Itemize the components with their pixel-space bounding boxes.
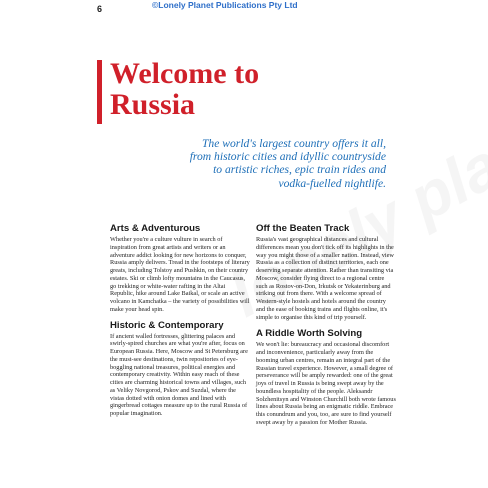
publisher-credit: ©Lonely Planet Publications Pty Ltd bbox=[152, 0, 298, 10]
section-heading: Historic & Contemporary bbox=[110, 319, 224, 331]
section-heading: Arts & Adventurous bbox=[110, 223, 201, 234]
section-arts bbox=[110, 223, 250, 314]
page-title bbox=[110, 58, 259, 120]
section-heading: Off the Beaten Track bbox=[256, 223, 350, 234]
title-accent-bar bbox=[97, 60, 102, 124]
intro-tagline: The world's largest country offers it all, from historic cities and idyllic countryside to artistic riches, epic train rides and vodka-fuelled nightlife. bbox=[189, 137, 386, 190]
section-body: We won't lie: bureaucracy and occasional discomfort and inconvenience, particularly away from the booming urban centres, remain an integral part of the Russian travel experience. However, a small degree of perseverance will be amply rewarded: one of the great joys of travel in Russia is being swept away by the boundless hospitality of the people. Aleksandr Solzhenitsyn and Winston Churchill both wrote famous lines about Russia being an enigmatic riddle. Embrace this conundrum and you, too, are sure to find yourself swept away by a passion for Mother Russia. bbox=[256, 341, 396, 426]
section-historic bbox=[110, 320, 250, 418]
title-line-1: Welcome to bbox=[110, 57, 260, 90]
section-offbeat bbox=[256, 223, 396, 321]
title-line-2: Russia bbox=[110, 88, 196, 121]
right-column bbox=[256, 223, 396, 427]
page-number: 6 bbox=[97, 4, 103, 14]
section-riddle bbox=[256, 328, 396, 426]
section-body: Whether you're a culture vulture in search of inspiration from great artists and writers or an adventure addict looking for new horizons to conquer, Russia amply delivers. Tread in the footsteps of literary greats, including Tolstoy and Pushkin, on their country estates. Ski or climb lofty mountains in the Caucasus, go trekking or white-water rafting in the Altai Republic, hike around Lake Baikal, or scale an active volcano in Kamchatka – the variety of possibilities will make your head spin. bbox=[110, 236, 250, 313]
left-column bbox=[110, 223, 250, 418]
section-body: Russia's vast geographical distances and cultural differences mean you don't tick off its highlights in the way you might those of a smaller nation. Instead, view Russia as a collection of distinct territories, each one deserving separate attention. Rather than transiting via Moscow, consider flying direct to a regional centre such as Rostov-on-Don, Irkutsk or Yekaterinburg and striking out from there. With a welcome spread of Western-style hostels and hotels around the country and the ease of booking trains and flights online, it's simple to organise this kind of trip yourself. bbox=[256, 236, 394, 321]
section-body: If ancient walled fortresses, glittering palaces and swirly-spired churches are what you're after, focus on European Russia. Here, Moscow and St Petersburg are the must-see destinations, twin repositories of eye-boggling national treasures, political energies and contemporary creativity. Within easy reach of these cities are charming historical towns and villages, such as Veliky Novgorod, Pskov and Suzdal, where the vistas dotted with onion domes and lined with gingerbread cottages measure up to the rural Russia of popular imagination. bbox=[110, 332, 248, 417]
section-heading: A Riddle Worth Solving bbox=[256, 328, 363, 340]
